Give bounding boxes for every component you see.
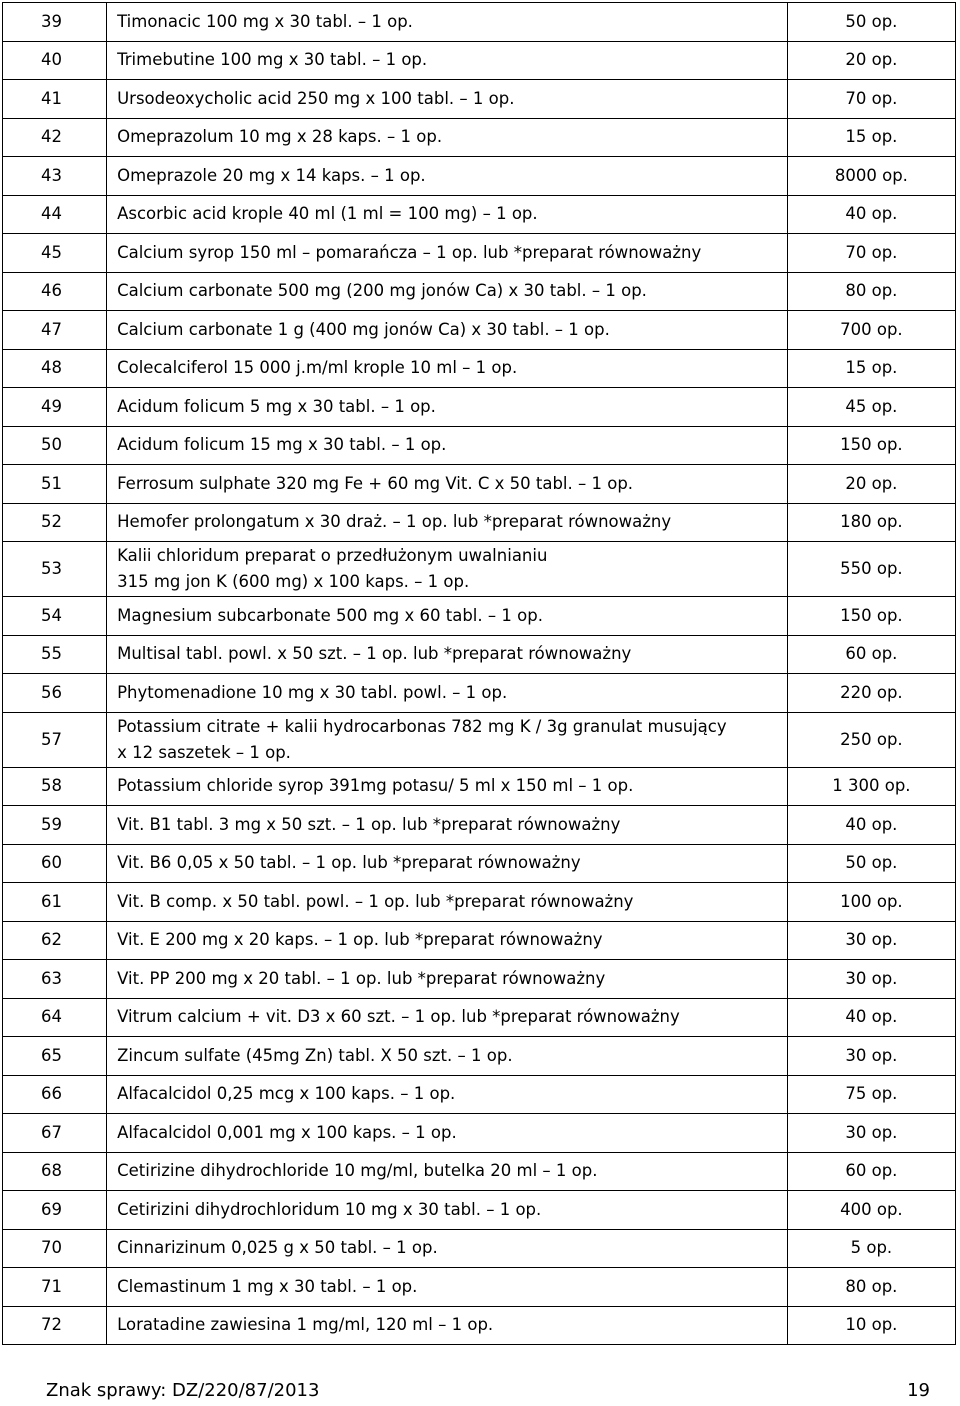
table-row (3, 80, 956, 119)
table-row (3, 1229, 956, 1268)
product-name: Acidum folicum 5 mg x 30 tabl. – 1 op. (107, 388, 788, 427)
row-number: 61 (3, 883, 107, 922)
table-row (3, 597, 956, 636)
row-number: 64 (3, 998, 107, 1037)
table-row (3, 272, 956, 311)
quantity: 45 op. (787, 388, 955, 427)
product-name: Omeprazolum 10 mg x 28 kaps. – 1 op. (107, 118, 788, 157)
table-row (3, 883, 956, 922)
product-name: Magnesium subcarbonate 500 mg x 60 tabl. – 1 op. (107, 597, 788, 636)
table-row (3, 844, 956, 883)
product-name-line: 315 mg jon K (600 mg) x 100 kaps. – 1 op. (117, 572, 470, 591)
row-number: 65 (3, 1037, 107, 1076)
quantity: 60 op. (787, 1152, 955, 1191)
product-name: Colecalciferol 15 000 j.m/ml krople 10 ml – 1 op. (107, 349, 788, 388)
table-row (3, 1075, 956, 1114)
quantity: 8000 op. (787, 157, 955, 196)
product-name (107, 712, 788, 767)
row-number: 41 (3, 80, 107, 119)
quantity: 15 op. (787, 349, 955, 388)
quantity: 150 op. (787, 426, 955, 465)
product-name: Vit. B6 0,05 x 50 tabl. – 1 op. lub *preparat równoważny (107, 844, 788, 883)
product-name: Omeprazole 20 mg x 14 kaps. – 1 op. (107, 157, 788, 196)
row-number: 48 (3, 349, 107, 388)
table-row (3, 960, 956, 999)
product-name: Phytomenadione 10 mg x 30 tabl. powl. – 1 op. (107, 674, 788, 713)
product-name: Vitrum calcium + vit. D3 x 60 szt. – 1 op. lub *preparat równoważny (107, 998, 788, 1037)
table-row (3, 767, 956, 806)
quantity: 20 op. (787, 41, 955, 80)
quantity: 75 op. (787, 1075, 955, 1114)
product-name: Calcium carbonate 1 g (400 mg jonów Ca) x 30 tabl. – 1 op. (107, 311, 788, 350)
product-name: Calcium syrop 150 ml – pomarańcza – 1 op. lub *preparat równoważny (107, 234, 788, 273)
row-number: 63 (3, 960, 107, 999)
table-row (3, 503, 956, 542)
row-number: 57 (3, 712, 107, 767)
table-row (3, 542, 956, 597)
product-name: Multisal tabl. powl. x 50 szt. – 1 op. lub *preparat równoważny (107, 635, 788, 674)
table-row (3, 1191, 956, 1230)
table-row (3, 1114, 956, 1153)
quantity: 70 op. (787, 80, 955, 119)
table-row (3, 1152, 956, 1191)
quantity: 60 op. (787, 635, 955, 674)
row-number: 69 (3, 1191, 107, 1230)
row-number: 40 (3, 41, 107, 80)
row-number: 49 (3, 388, 107, 427)
quantity: 50 op. (787, 844, 955, 883)
product-name: Cetirizine dihydrochloride 10 mg/ml, butelka 20 ml – 1 op. (107, 1152, 788, 1191)
product-name: Vit. PP 200 mg x 20 tabl. – 1 op. lub *preparat równoważny (107, 960, 788, 999)
row-number: 44 (3, 195, 107, 234)
table-row (3, 388, 956, 427)
row-number: 46 (3, 272, 107, 311)
product-name: Alfacalcidol 0,001 mg x 100 kaps. – 1 op. (107, 1114, 788, 1153)
product-name-line: Potassium citrate + kalii hydrocarbonas 782 mg K / 3g granulat musujący (117, 716, 727, 736)
product-name: Hemofer prolongatum x 30 draż. – 1 op. lub *preparat równoważny (107, 503, 788, 542)
quantity: 150 op. (787, 597, 955, 636)
row-number: 59 (3, 806, 107, 845)
product-name: Potassium chloride syrop 391mg potasu/ 5 ml x 150 ml – 1 op. (107, 767, 788, 806)
row-number: 50 (3, 426, 107, 465)
quantity: 80 op. (787, 1268, 955, 1307)
product-name: Acidum folicum 15 mg x 30 tabl. – 1 op. (107, 426, 788, 465)
product-name: Cetirizini dihydrochloridum 10 mg x 30 tabl. – 1 op. (107, 1191, 788, 1230)
quantity: 40 op. (787, 998, 955, 1037)
product-name: Ascorbic acid krople 40 ml (1 ml = 100 mg) – 1 op. (107, 195, 788, 234)
product-name: Vit. B comp. x 50 tabl. powl. – 1 op. lub *preparat równoważny (107, 883, 788, 922)
product-name: Trimebutine 100 mg x 30 tabl. – 1 op. (107, 41, 788, 80)
quantity: 70 op. (787, 234, 955, 273)
table-row (3, 712, 956, 767)
table-row (3, 635, 956, 674)
table-row (3, 921, 956, 960)
table-row (3, 1037, 956, 1076)
quantity: 180 op. (787, 503, 955, 542)
product-name-line: x 12 saszetek – 1 op. (117, 742, 291, 762)
product-name-line: Kalii chloridum preparat o przedłużonym uwalnianiu (117, 546, 548, 565)
row-number: 42 (3, 118, 107, 157)
quantity: 100 op. (787, 883, 955, 922)
quantity: 50 op. (787, 3, 955, 42)
table-row (3, 157, 956, 196)
table-row (3, 195, 956, 234)
row-number: 58 (3, 767, 107, 806)
quantity: 400 op. (787, 1191, 955, 1230)
product-name: Clemastinum 1 mg x 30 tabl. – 1 op. (107, 1268, 788, 1307)
row-number: 47 (3, 311, 107, 350)
table-row (3, 674, 956, 713)
quantity: 30 op. (787, 960, 955, 999)
product-name: Calcium carbonate 500 mg (200 mg jonów Ca) x 30 tabl. – 1 op. (107, 272, 788, 311)
table-row (3, 465, 956, 504)
quantity: 40 op. (787, 195, 955, 234)
table-row (3, 3, 956, 42)
product-name: Ursodeoxycholic acid 250 mg x 100 tabl. – 1 op. (107, 80, 788, 119)
quantity: 220 op. (787, 674, 955, 713)
quantity: 550 op. (787, 542, 955, 597)
quantity: 80 op. (787, 272, 955, 311)
row-number: 72 (3, 1306, 107, 1345)
product-name: Zincum sulfate (45mg Zn) tabl. X 50 szt. – 1 op. (107, 1037, 788, 1076)
table-row (3, 1268, 956, 1307)
table-row (3, 806, 956, 845)
quantity: 30 op. (787, 1114, 955, 1153)
row-number: 52 (3, 503, 107, 542)
table-row (3, 349, 956, 388)
table-row (3, 41, 956, 80)
row-number: 53 (3, 542, 107, 597)
quantity: 30 op. (787, 1037, 955, 1076)
table-row (3, 998, 956, 1037)
table-row (3, 311, 956, 350)
case-number: Znak sprawy: DZ/220/87/2013 (46, 1380, 320, 1401)
table-row (3, 1306, 956, 1345)
row-number: 55 (3, 635, 107, 674)
row-number: 60 (3, 844, 107, 883)
row-number: 56 (3, 674, 107, 713)
page-number: 19 (907, 1380, 930, 1401)
product-name: Alfacalcidol 0,25 mcg x 100 kaps. – 1 op. (107, 1075, 788, 1114)
quantity: 700 op. (787, 311, 955, 350)
product-name: Ferrosum sulphate 320 mg Fe + 60 mg Vit. C x 50 tabl. – 1 op. (107, 465, 788, 504)
table-row (3, 118, 956, 157)
table-body (3, 3, 956, 1345)
quantity: 30 op. (787, 921, 955, 960)
row-number: 71 (3, 1268, 107, 1307)
row-number: 54 (3, 597, 107, 636)
row-number: 39 (3, 3, 107, 42)
row-number: 68 (3, 1152, 107, 1191)
quantity: 250 op. (787, 712, 955, 767)
quantity: 40 op. (787, 806, 955, 845)
row-number: 66 (3, 1075, 107, 1114)
row-number: 43 (3, 157, 107, 196)
product-name: Vit. E 200 mg x 20 kaps. – 1 op. lub *preparat równoważny (107, 921, 788, 960)
quantity: 1 300 op. (787, 767, 955, 806)
row-number: 70 (3, 1229, 107, 1268)
row-number: 67 (3, 1114, 107, 1153)
row-number: 51 (3, 465, 107, 504)
quantity: 15 op. (787, 118, 955, 157)
quantity: 5 op. (787, 1229, 955, 1268)
table-row (3, 426, 956, 465)
product-name: Vit. B1 tabl. 3 mg x 50 szt. – 1 op. lub *preparat równoważny (107, 806, 788, 845)
product-name: Timonacic 100 mg x 30 tabl. – 1 op. (107, 3, 788, 42)
quantity: 20 op. (787, 465, 955, 504)
product-name: Loratadine zawiesina 1 mg/ml, 120 ml – 1 op. (107, 1306, 788, 1345)
row-number: 45 (3, 234, 107, 273)
quantity: 10 op. (787, 1306, 955, 1345)
product-name (107, 542, 788, 597)
row-number: 62 (3, 921, 107, 960)
table-row (3, 234, 956, 273)
product-name: Cinnarizinum 0,025 g x 50 tabl. – 1 op. (107, 1229, 788, 1268)
medication-table (2, 2, 956, 1345)
